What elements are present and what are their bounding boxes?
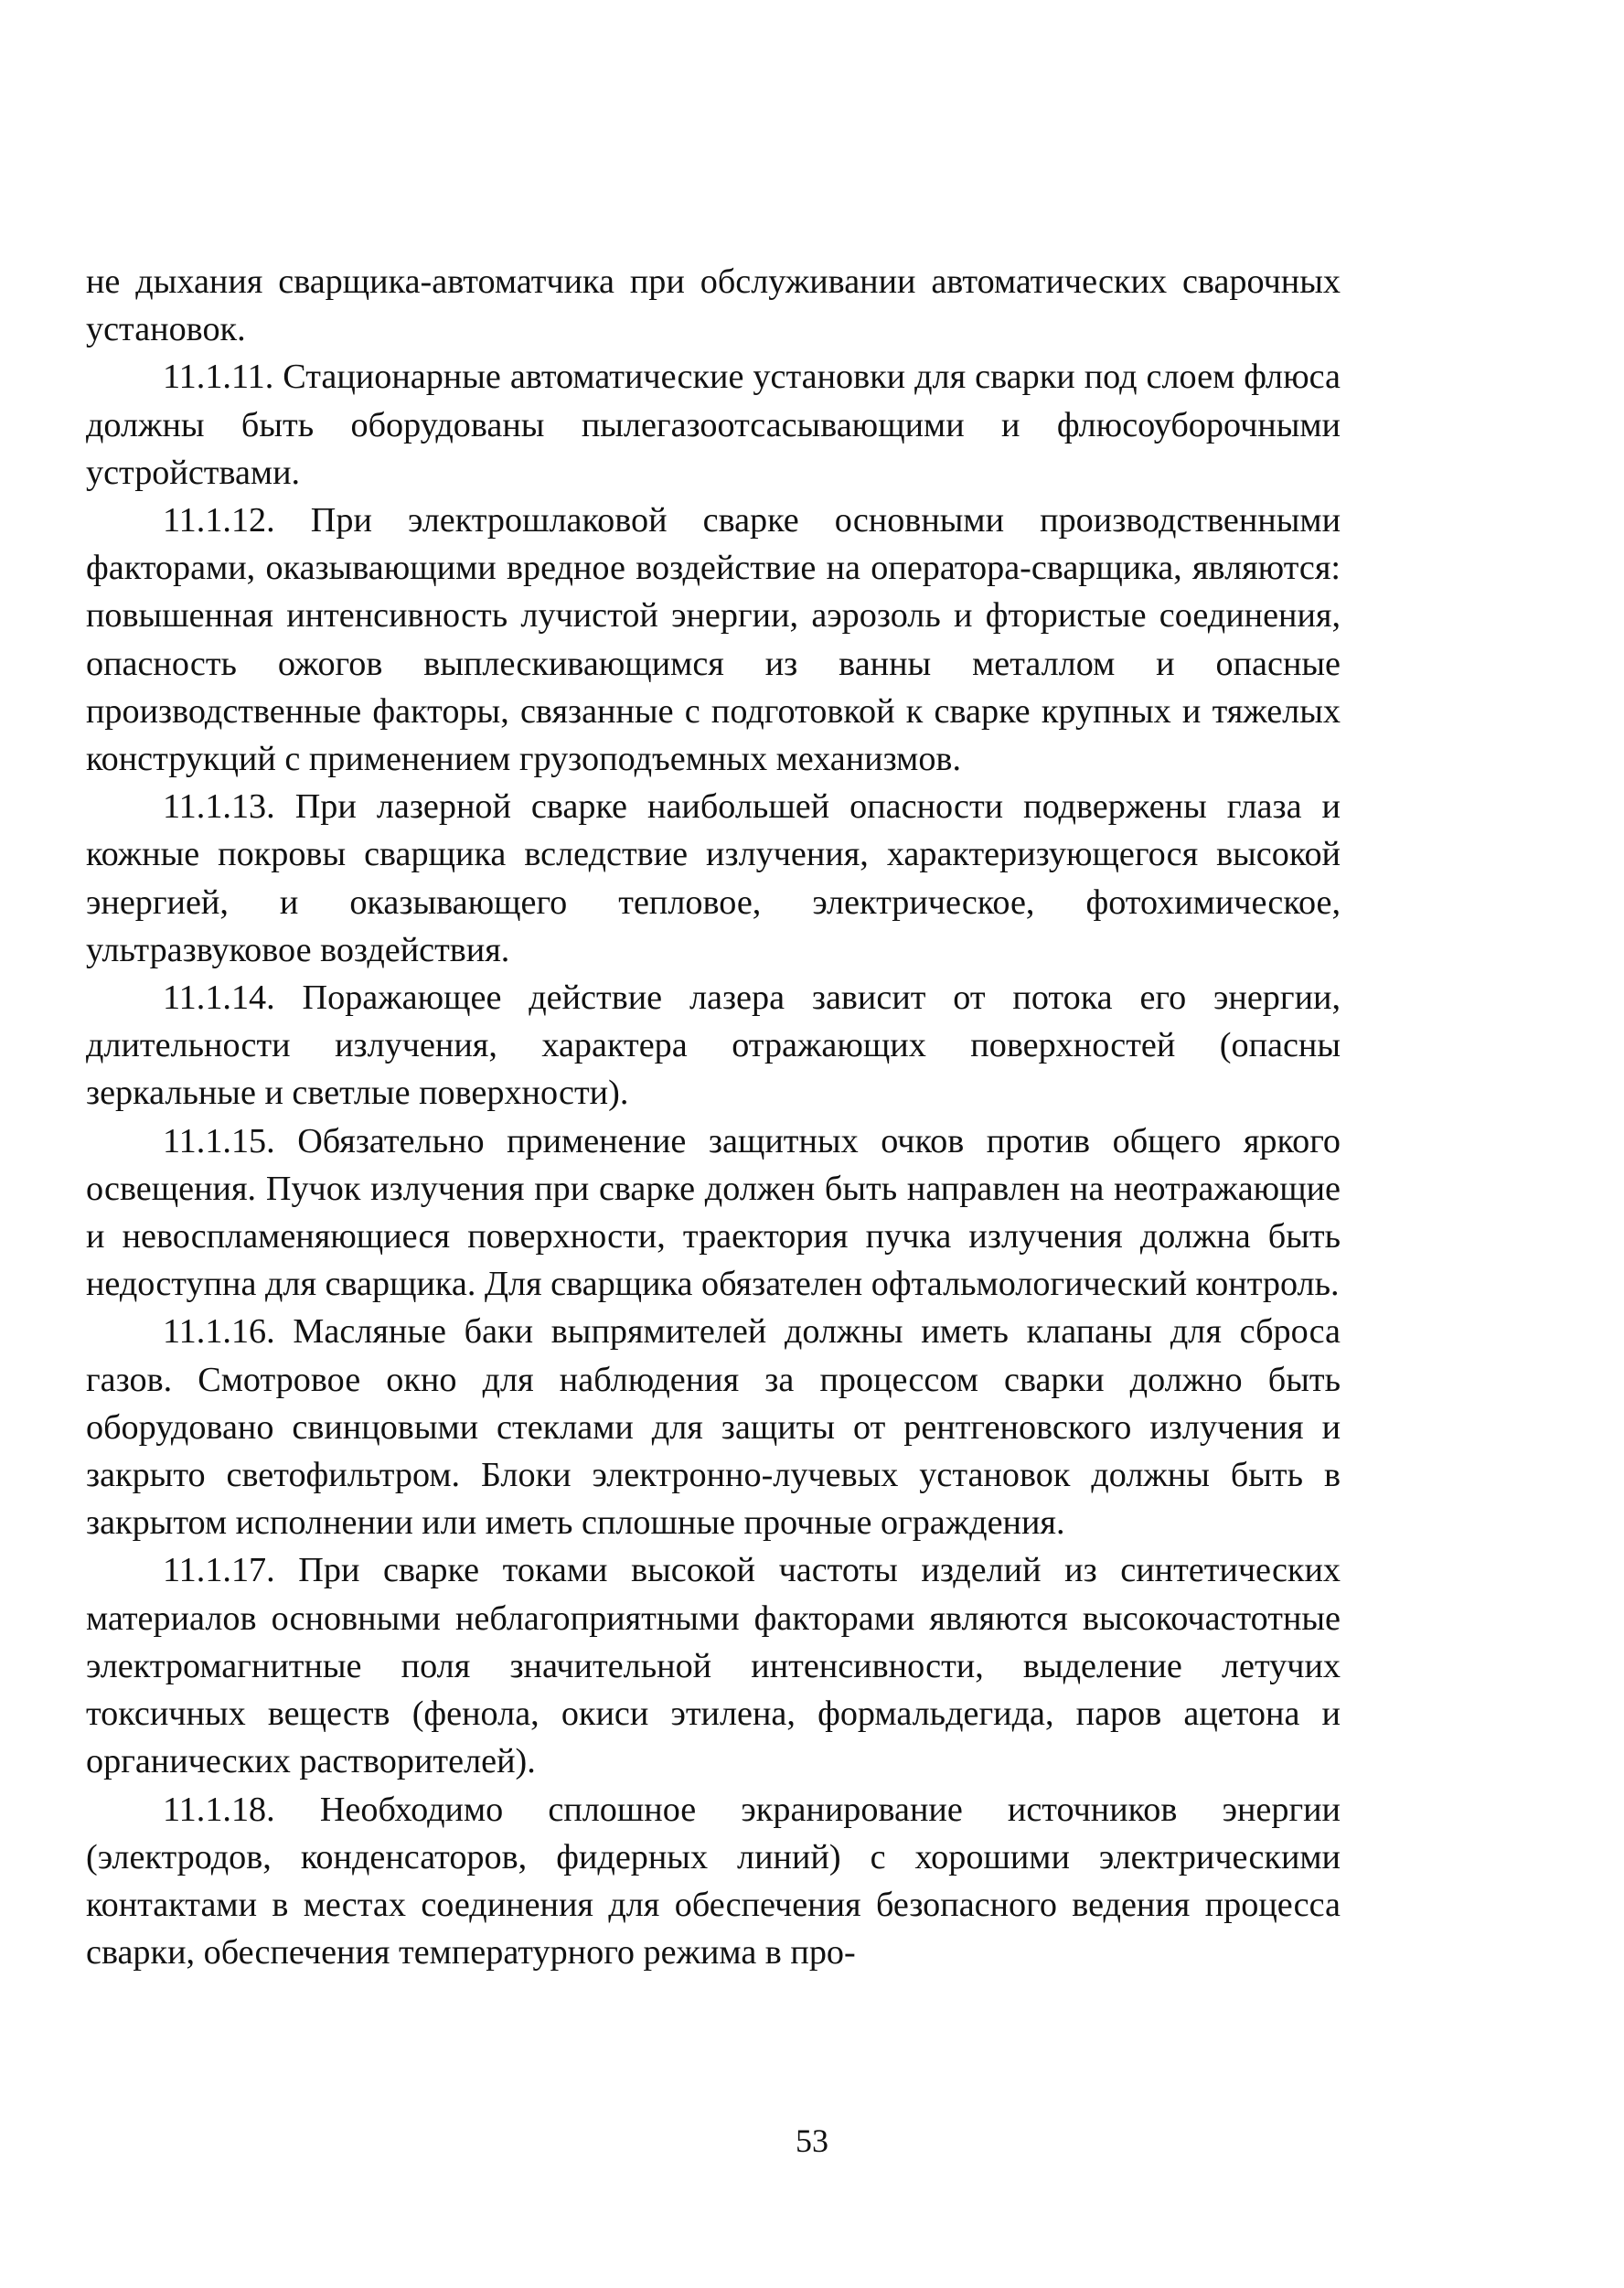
body-text xyxy=(86,258,1341,1976)
paragraph-11-1-15: 11.1.15. Обязательно применение защитных очков против общего яркого освещения. Пучок излучения при сварке должен быть направлен на неотражающие и невоспламеняющиеся поверхности, траектория пучка излучения должна быть недоступна для сварщика. Для сварщика обязателен офтальмологический контроль. xyxy=(86,1121,1341,1304)
paragraph-11-1-18: 11.1.18. Необходимо сплошное экранирование источников энергии (электродов, конденсаторов, фидерных линий) с хорошими электрическими контактами в местах соединения для обеспечения безопасного ведения процесса сварки, обеспечения температурного режима в про- xyxy=(86,1790,1341,1973)
paragraph-11-1-14: 11.1.14. Поражающее действие лазера зависит от потока его энергии, длительности излучения, характера отражающих поверхностей (опасны зеркальные и светлые поверхности). xyxy=(86,978,1341,1113)
paragraph-11-1-12: 11.1.12. При электрошлаковой сварке основными производственными факторами, оказывающими вредное воздействие на оператора-сварщика, являются: повышенная интенсивность лучистой энергии, аэрозоль и фтористые соединения, опасность ожогов выплескивающимся из ванны металлом и опасные производственные факторы, связанные с подготовкой к сварке крупных и тяжелых конструкций с применением грузоподъемных механизмов. xyxy=(86,501,1341,779)
paragraph-11-1-16: 11.1.16. Масляные баки выпрямителей должны иметь клапаны для сброса газов. Смотровое окно для наблюдения за процессом сварки должно быть оборудовано свинцовыми стеклами для защиты от рентгеновского излучения и закрыто светофильтром. Блоки электронно-лучевых установок должны быть в закрытом исполнении или иметь сплошные прочные ограждения. xyxy=(86,1312,1341,1543)
paragraph-11-1-11: 11.1.11. Стационарные автоматические установки для сварки под слоем флюса должны быть оборудованы пылегазоотсасывающими и флюсоуборочными устройствами. xyxy=(86,358,1341,492)
paragraph-11-1-13: 11.1.13. При лазерной сварке наибольшей опасности подвержены глаза и кожные покровы сварщика вследствие излучения, характеризующегося высокой энергией, и оказывающего тепловое, электрическое, фотохимическое, ультразвуковое воздействия. xyxy=(86,787,1341,969)
paragraph-continuation: не дыхания сварщика-автоматчика при обслуживании автоматических сварочных установок. xyxy=(86,262,1341,349)
paragraph-11-1-17: 11.1.17. При сварке токами высокой частоты изделий из синтетических материалов основными неблагоприятными факторами являются высокочастотные электромагнитные поля значительной интенсивности, выделение летучих токсичных веществ (фенола, окиси этилена, формальдегида, паров ацетона и органических растворителей). xyxy=(86,1551,1341,1781)
page-number: 53 xyxy=(796,2122,828,2159)
